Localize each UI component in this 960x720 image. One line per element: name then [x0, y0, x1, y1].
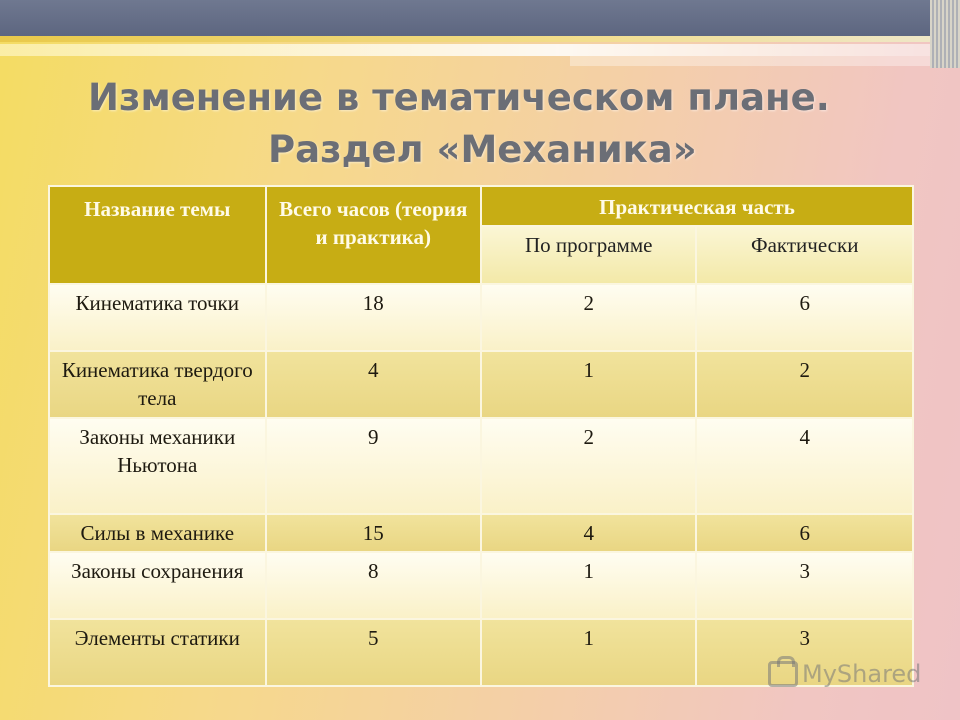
header-total-hours: Всего часов (теория и практика) [266, 186, 481, 284]
header-topic: Название темы [49, 186, 266, 284]
thematic-plan-table [48, 185, 914, 687]
cell-actual: 3 [696, 619, 913, 686]
top-bar-texture [930, 0, 960, 68]
table-row [49, 351, 913, 418]
cell-actual: 6 [696, 284, 913, 351]
header-by-program: По программе [481, 226, 696, 284]
slide-title-line1: Изменение в тематическом плане. [88, 76, 830, 119]
decor-stripe [0, 44, 930, 56]
decor-stripe [570, 56, 930, 66]
cell-total: 8 [266, 552, 481, 619]
cell-program: 4 [481, 514, 696, 552]
top-bar [0, 0, 960, 36]
cell-program: 1 [481, 351, 696, 418]
cell-topic: Силы в механике [49, 514, 266, 552]
cell-actual: 2 [696, 351, 913, 418]
cell-program: 1 [481, 619, 696, 686]
slide-title-line2: Раздел «Механика» [268, 128, 697, 171]
cell-total: 15 [266, 514, 481, 552]
cell-program: 2 [481, 284, 696, 351]
slide-title [0, 72, 960, 176]
cell-topic: Законы механики Ньютона [49, 418, 266, 514]
table-row [49, 552, 913, 619]
watermark [768, 656, 921, 692]
header-actual: Фактически [696, 226, 913, 284]
cell-actual: 3 [696, 552, 913, 619]
cell-topic: Законы сохранения [49, 552, 266, 619]
cell-total: 18 [266, 284, 481, 351]
watermark-text: MyShared [802, 660, 922, 688]
cell-total: 9 [266, 418, 481, 514]
cell-actual: 6 [696, 514, 913, 552]
cell-topic: Кинематика точки [49, 284, 266, 351]
cell-program: 1 [481, 552, 696, 619]
table-row [49, 284, 913, 351]
cell-topic: Кинематика твердого тела [49, 351, 266, 418]
cell-program: 2 [481, 418, 696, 514]
cell-topic: Элементы статики [49, 619, 266, 686]
decor-stripe [0, 36, 930, 42]
cell-actual: 4 [696, 418, 913, 514]
cell-total: 4 [266, 351, 481, 418]
table-row [49, 514, 913, 552]
shopping-bag-icon [768, 661, 798, 687]
cell-total: 5 [266, 619, 481, 686]
table-row [49, 418, 913, 514]
header-practical: Практическая часть [481, 186, 913, 226]
